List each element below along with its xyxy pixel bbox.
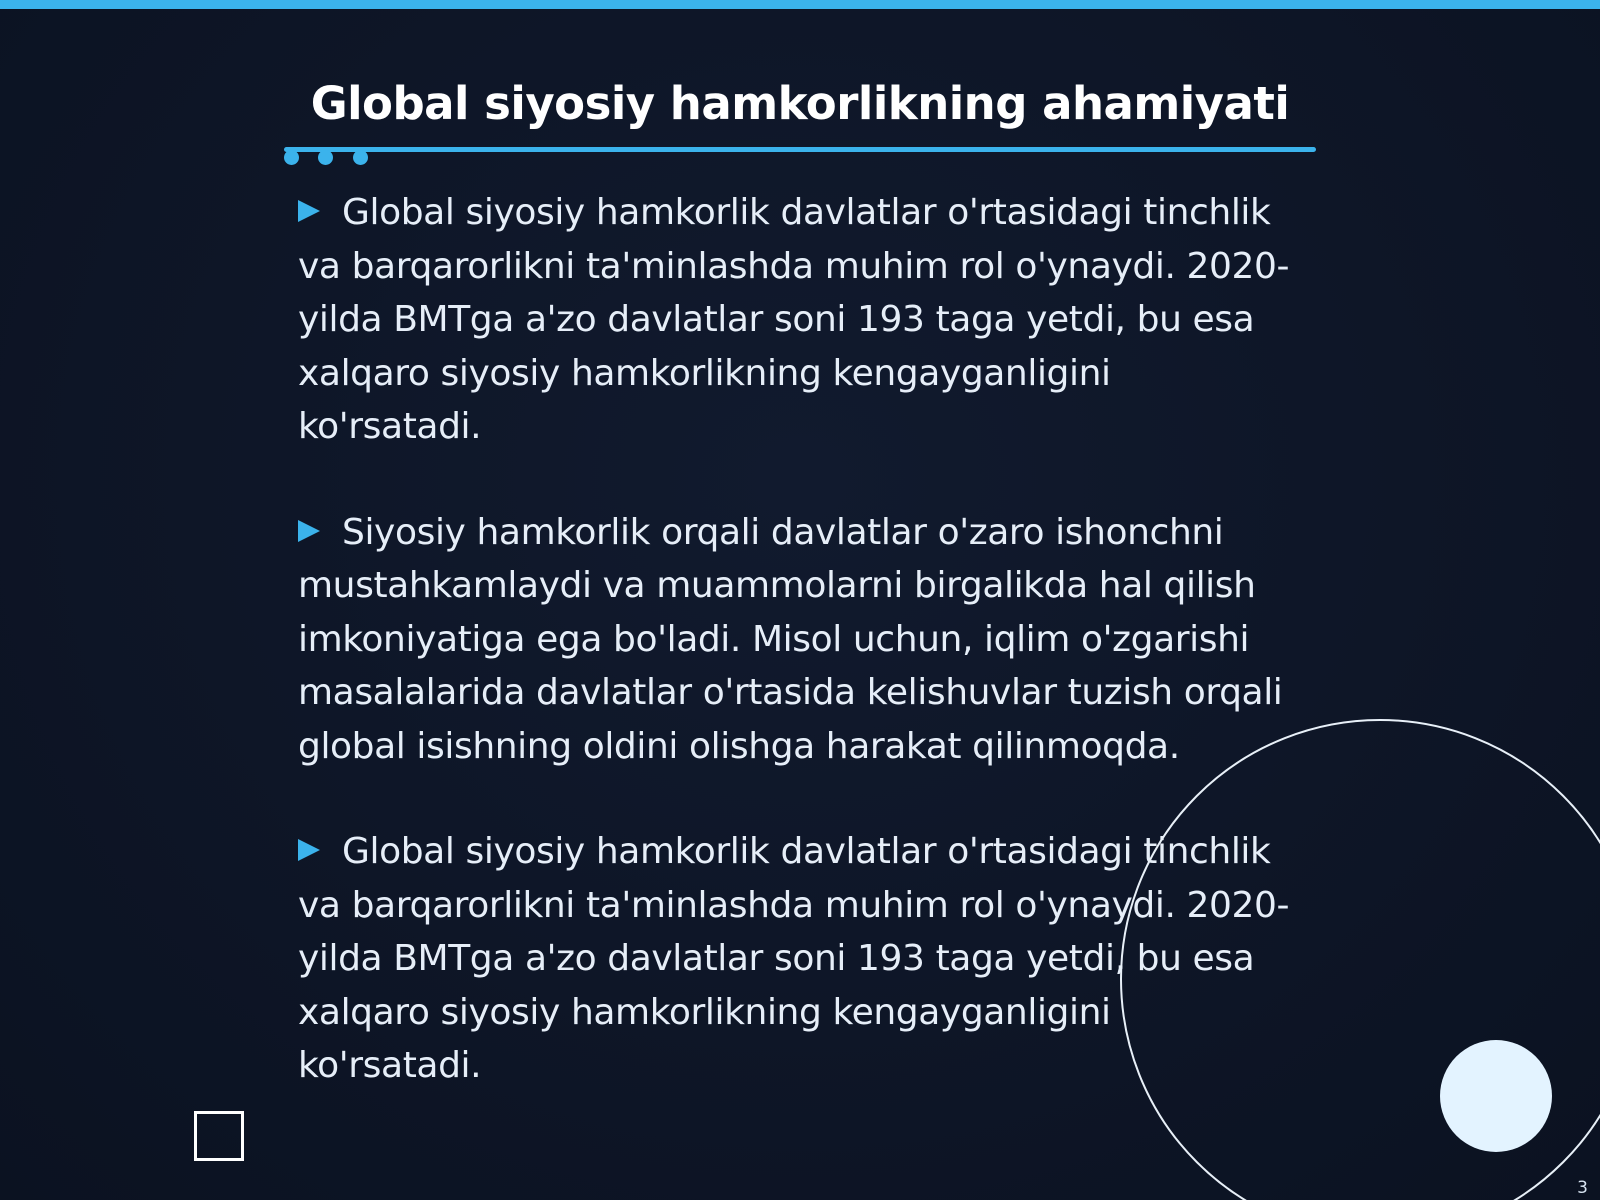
bullet-text: Siyosiy hamkorlik orqali davlatlar o'zaro ishonchni mustahkamlaydi va muammolarni birgalikda hal qilish imkoniyatiga ega bo'ladi. Misol uchun, iqlim o'zgarishi masalalarida davlatlar o'rtasida kelishuvlar tuzish orqali global isishning oldini olishga harakat qilinmoqda. bbox=[298, 511, 1283, 767]
bullet-item bbox=[298, 825, 1298, 1093]
slide-title: Global siyosiy hamkorlikning ahamiyati bbox=[310, 77, 1290, 130]
top-accent-bar bbox=[0, 0, 1600, 9]
decor-dot bbox=[353, 150, 368, 165]
triangle-right-icon bbox=[298, 520, 320, 542]
triangle-right-icon bbox=[298, 839, 320, 861]
decor-square bbox=[194, 1111, 244, 1161]
decor-dot bbox=[318, 150, 333, 165]
title-underline bbox=[284, 147, 1316, 152]
decor-circle bbox=[1440, 1040, 1552, 1152]
bullet-text: Global siyosiy hamkorlik davlatlar o'rtasidagi tinchlik va barqarorlikni ta'minlashda muhim rol o'ynaydi. 2020-yilda BMTga a'zo davlatlar soni 193 taga yetdi, bu esa xalqaro siyosiy hamkorlikning kengayganligini ko'rsatadi. bbox=[298, 831, 1290, 1086]
bullet-item bbox=[298, 506, 1298, 774]
triangle-right-icon bbox=[298, 200, 320, 222]
decor-dot bbox=[284, 150, 299, 165]
bullet-text: Global siyosiy hamkorlik davlatlar o'rtasidagi tinchlik va barqarorlikni ta'minlashda muhim rol o'ynaydi. 2020-yilda BMTga a'zo davlatlar soni 193 taga yetdi, bu esa xalqaro siyosiy hamkorlikning kengayganligini ko'rsatadi. bbox=[298, 192, 1290, 447]
bullet-item bbox=[298, 186, 1298, 454]
bullet-list bbox=[298, 186, 1298, 1145]
page-number: 3 bbox=[1577, 1178, 1588, 1198]
